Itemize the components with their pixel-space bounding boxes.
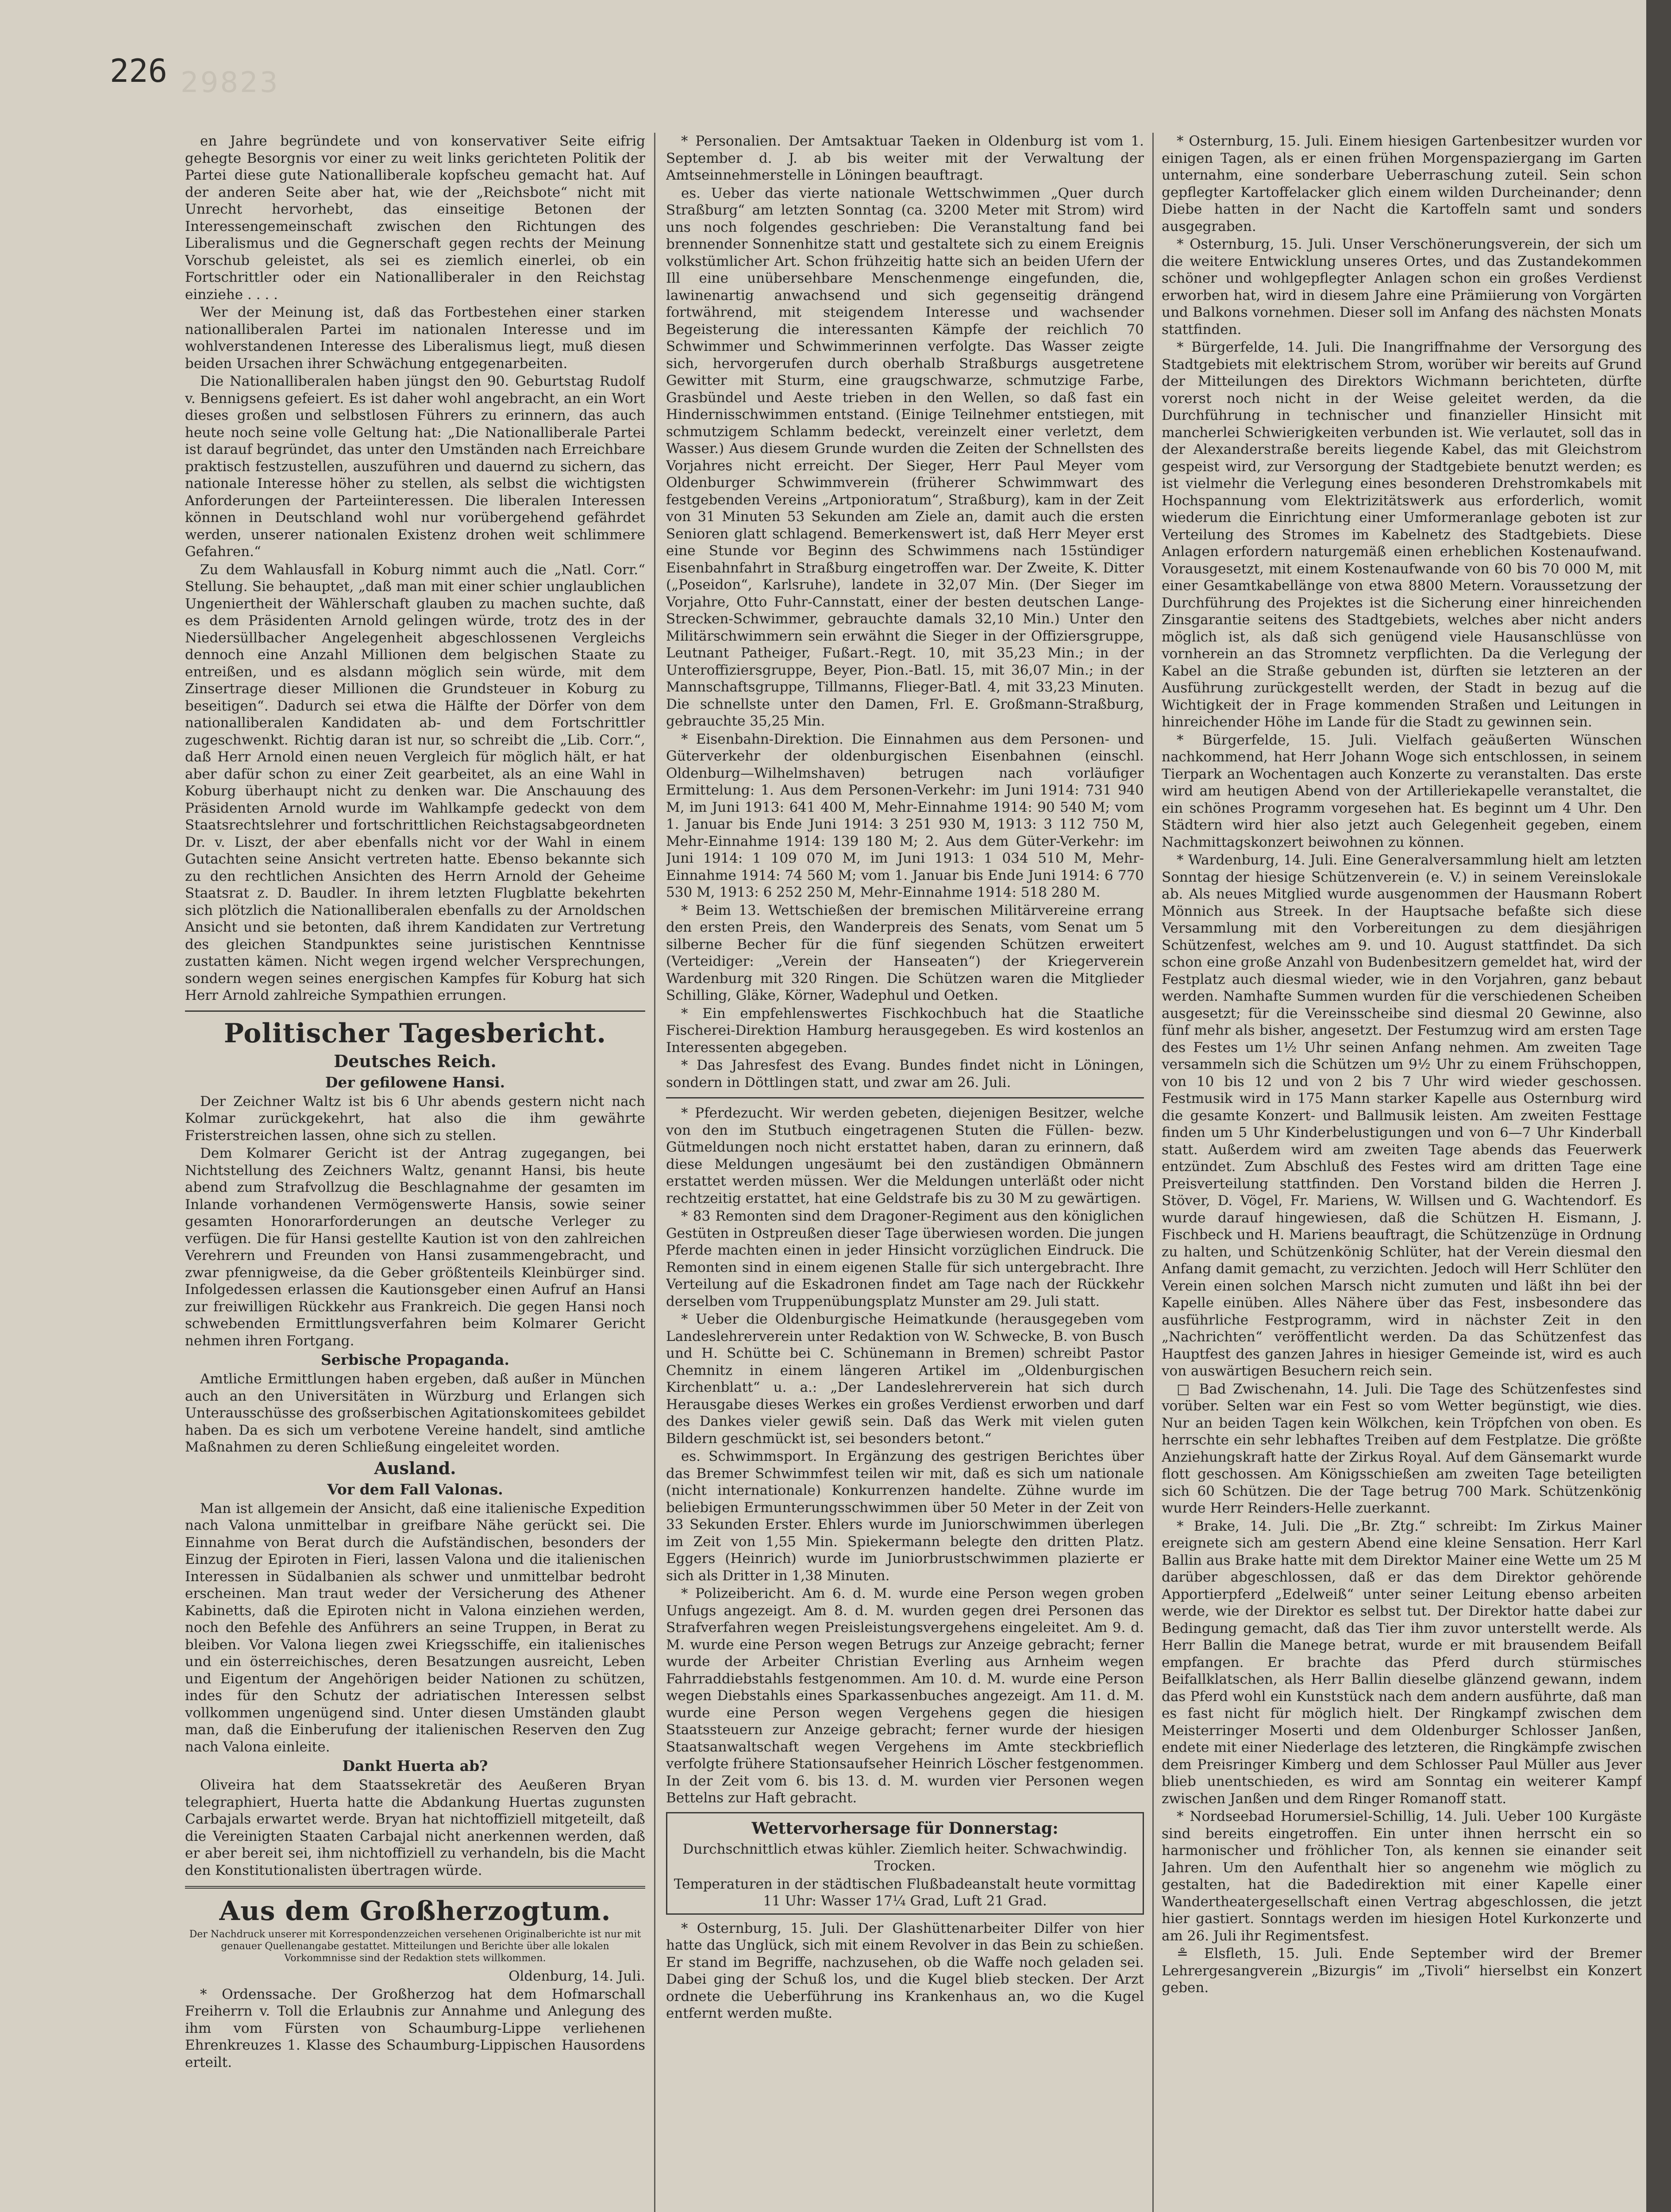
- paragraph: * Polizeibericht. Am 6. d. M. wurde eine Person wegen groben Unfugs angezeigt. Am 8. d. M. wurden gegen drei Personen das Strafverfahren wegen Preisleistungsvergehens eingeleitet. Am 9. d. M. wurde eine Person wegen Betrugs zur Anzeige gebracht; ferner wurde der Arbeiter Christian Everling aus Arnheim wegen Fahrraddiebstahls festgenommen. Am 10. d. M. wurde eine Person wegen Diebstahls eines Sparkassenbuches angezeigt. Am 11. d. M. wurde eine Person wegen Vergehens gegen die hiesigen Staatssteuern zur Anzeige gebracht; ferner wurde der hiesigen Staatsanwaltschaft wegen Vergehens im Amte steckbrieflich verfolgte frühere Stationsaufseher Heinrich Löscher festgenommen. In der Zeit vom 6. bis 13. d. M. wurden vier Personen wegen Bettelns zur Haft gebracht.: [666, 1586, 1144, 1806]
- paragraph: Wer der Meinung ist, daß das Fortbestehen einer starken nationalliberalen Partei im nationalen Interesse und im wohlverstandenen Interesse des Liberalismus liegt, muß diesen beiden Ursachen ihrer Schwächung entgegenarbeiten.: [185, 304, 645, 372]
- divider: [185, 1010, 645, 1012]
- column-1: [185, 133, 645, 2212]
- paragraph: Der Zeichner Waltz ist bis 6 Uhr abends gestern nicht nach Kolmar zurückgekehrt, hat also die ihm gewährte Fristerstreichen lassen, ohne sich zu stellen.: [185, 1093, 645, 1144]
- column-3: [1162, 133, 1642, 2212]
- paragraph: * Beim 13. Wettschießen der bremischen Militärvereine errang den ersten Preis, den Wanderpreis des Senats, vom Senat um 5 silberne Becher für die fünf siegenden Schützen erweitert (Verteidiger: „Verein der Hanseaten“) der Kriegerverein Wardenburg mit 320 Ringen. Die Schützen waren die Mitglieder Schilling, Gläke, Körner, Wadephul und Oetken.: [666, 902, 1144, 1003]
- local-news-2: [666, 1105, 1144, 1807]
- section-title-huerta: Dankt Huerta ab?: [342, 1757, 488, 1774]
- paragraph: * Eisenbahn-Direktion. Die Einnahmen aus dem Personen- und Güterverkehr der oldenburgischen Eisenbahnen (einschl. Oldenburg—Wilhelmshaven) betrugen nach vorläufiger Ermittelung: 1. Aus dem Personen-Verkehr: im Juni 1914: 731 940 M, im Juni 1913: 641 400 M, Mehr-Einnahme 1914: 90 540 M; vom 1. Januar bis Ende Juni 1914: 3 251 930 M, 1913: 3 112 750 M, Mehr-Einnahme 1914: 139 180 M; 2. Aus dem Güter-Verkehr: im Juni 1914: 1 109 070 M, im Juni 1913: 1 034 510 M, Mehr-Einnahme 1914: 74 560 M; vom 1. Januar bis Ende Juni 1914: 6 770 530 M, 1913: 6 252 250 M, Mehr-Einnahme 1914: 518 280 M.: [666, 731, 1144, 900]
- paragraph: * Osternburg, 15. Juli. Unser Verschönerungsverein, der sich um die weitere Entwicklung unseres Ortes, und das Zustandekommen schöner und wohlgepflegter Anlagen schon ein großes Verdienst erworben hat, wird in diesem Jahre eine Prämiierung von Vorgärten und Balkons vornehmen. Dieser soll im Anfang des nächsten Monats stattfinden.: [1162, 236, 1642, 338]
- paragraph: * Brake, 14. Juli. Die „Br. Ztg.“ schreibt: Im Zirkus Mainer ereignete sich am gestern Abend eine kleine Sensation. Herr Karl Ballin aus Brake hatte mit dem Direktor Mainer eine Wette um 25 M darüber abgeschlossen, daß er das dem Direktor gehörende Apportierpferd „Edelweiß“ unter seiner Leitung ebenso arbeiten werde, wie der Direktor es selbst tut. Der Direktor hatte dabei zur Bedingung gemacht, daß das Tier ihm zuvor unterstellt werde. Als Herr Ballin die Manege betrat, wurde er mit brausendem Beifall empfangen. Er brachte das Pferd durch stürmisches Beifallklatschen, als Herr Ballin dieselbe glänzend gewann, indem das Pferd wohl ein Kunststück nach dem andern ausführte, daß man es fast nicht für möglich hielt. Der Ringkampf zwischen dem Meisterringer Moserti und dem Oldenburger Schlosser Janßen, endete mit einer Niederlage des letzteren, die Ringkämpfe zwischen dem Preisringer Kimberg und dem Schlosser Paul Müller aus Jever blieb unentschieden, es wird am Sonntag ein weiterer Kampf zwischen Janßen und dem Ringer Romanoff statt.: [1162, 1518, 1642, 1807]
- weather-forecast: Durchschnittlich etwas kühler. Ziemlich heiter. Schwachwindig. Trocken.: [682, 1841, 1128, 1874]
- paragraph: * Wardenburg, 14. Juli. Eine Generalversammlung hielt am letzten Sonntag der hiesige Schützenverein (e. V.) in seinem Vereinslokale ab. Als neues Mitglied wurde ausgenommen der Hausmann Robert Mönnich aus Streek. In der Hauptsache befaßte sich diese Versammlung mit den Vorbereitungen zu dem diesjährigen Schützenfest, welches am 9. und 10. August stattfindet. Da sich schon eine große Anzahl von Budenbesitzern gemeldet hat, wird der Festplatz auch diesmal wieder, wie in den Vorjahren, ganz bebaut werden. Namhafte Summen wurden für die verschiedenen Scheiben ausgesetzt; für die Vereinsscheibe sind diesmal 20 Gewinne, also fünf mehr als bisher, angesetzt. Der Festumzug wird am ersten Tage des Festes um 1½ Uhr seinen Anfang nehmen. Am zweiten Tage versammeln sich die Schützen um 9½ Uhr zu einem Frühschoppen, von 10 bis 12 und von 2 bis 7 Uhr wird wieder geschossen. Festmusik wird in 175 Mann starker Kapelle aus Osternburg wird die gesamte Konzert- und Ballmusik leisten. Am zweiten Festtage finden um 5 Uhr Kinderbelustigungen und von 6—7 Uhr Kinderball statt. Außerdem wird am zweiten Tage abends das Feuerwerk entzündet. Zum Abschluß des Festes wird am dritten Tage eine Preisverteilung stattfinden. Den Vorstand bilden die Herren J. Stöver, D. Vögel, Fr. Mariens, W. Willsen und G. Wachtendorf. Es wurde darauf hingewiesen, daß die Schützen H. Eismann, J. Fischbeck und H. Mariens beauftragt, die Schützenzüge in Ordnung zu halten, und Schützenkönig Schlüter, hat der Verein diesmal den Anfang damit gemacht, zu verzichten. Jedoch will Herr Schlüter den Verein einen solchen Marsch nicht zumuten und läßt ihn bei der Kapelle einüben. Alles Nähere über das Fest, insbesondere das ausführliche Festprogramm, wird in nächster Zeit in den „Nachrichten“ veröffentlicht werden. Da das Schützenfest das Hauptfest des ganzen Jahres in hiesiger Gemeinde ist, wird es auch von auswärtigen Besuchern reich sein.: [1162, 852, 1642, 1379]
- article-grand-duchy: [185, 1986, 645, 2071]
- heading-political-report: Politischer Tagesbericht.: [223, 1018, 607, 1049]
- article-hansi: [185, 1093, 645, 1350]
- page-number: 226: [110, 52, 168, 89]
- paragraph: * Ordenssache. Der Großherzog hat dem Hofmarschall Freiherrn v. Toll die Erlaubnis zur Annahme und Anlegung des ihm vom Fürsten von Schaumburg-Lippe verliehenen Ehrenkreuzes 1. Klasse des Schaumburg-Lippischen Hausordens erteilt.: [185, 1986, 645, 2070]
- weather-box: [666, 1812, 1144, 1915]
- section-title-valona: Vor dem Fall Valonas.: [327, 1480, 503, 1498]
- paragraph: * Osternburg, 15. Juli. Der Glashüttenarbeiter Dilfer von hier hatte das Unglück, sich mit einem Revolver in das Bein zu schießen. Er stand im Begriffe, nachzusehen, ob die Waffe noch geladen sei. Dabei ging der Schuß los, und die Kugel blieb stecken. Der Arzt ordnete die Ueberführung ins Krankenhaus an, wo die Kugel entfernt werden mußte.: [666, 1920, 1144, 2021]
- divider: [185, 1886, 645, 1889]
- paragraph: * Bürgerfelde, 15. Juli. Vielfach geäußerten Wünschen nachkommend, hat Herr Johann Woge sich entschlossen, in seinem Tierpark an Wochentagen auch Konzerte zu veranstalten. Das erste wird am heutigen Abend von der Artilleriekapelle veranstaltet, die ein schönes Programm vorgesehen hat. Es beginnt um 4 Uhr. Den Städtern wird hier also jetzt auch Gelegenheit gegeben, einem Nachmittagskonzert beiwohnen zu können.: [1162, 732, 1642, 850]
- paragraph: * Nordseebad Horumersiel-Schillig, 14. Juli. Ueber 100 Kurgäste sind bereits eingetroffen. Ein unter ihnen herrscht ein so harmonischer und fröhlicher Ton, als kennen sie einander seit Jahren. Um den Aufenthalt hier so angenehm wie möglich zu gestalten, hat die Badedirektion mit einer Kapelle einer Wandertheatergesellschaft einen Vertrag abgeschlossen, die jetzt hier gastiert. Sonntags werden im hiesigen Hotel Kurkonzerte und am 26. Juli ihr Regimentsfest.: [1162, 1809, 1642, 1944]
- section-title-serbian: Serbische Propaganda.: [320, 1351, 510, 1368]
- heading-german-reich: Deutsches Reich.: [334, 1051, 497, 1071]
- heading-grand-duchy: Aus dem Großherzogtum.: [219, 1896, 611, 1927]
- article-intro: [185, 133, 645, 1004]
- heading-abroad: Ausland.: [374, 1458, 456, 1478]
- paragraph: Man ist allgemein der Ansicht, daß eine italienische Expedition nach Valona unmittelbar in greifbare Nähe gerückt sei. Die Einnahme von Berat durch die Aufständischen, besonders der Einzug der Epiroten in Fieri, lassen Valona und die italienischen Interessen in Südalbanien als schwer und unmittelbar bedroht erscheinen. Man traut weder der Versicherung des Athener Kabinetts, daß die Epiroten nicht in Valona einziehen werden, noch den Befehle des Anführers an seine Truppen, in Berat zu bleiben. Vor Valona liegen zwei Kriegsschiffe, ein italienisches und ein österreichisches, deren Besatzungen ausreicht, Leben und Eigentum der Angehörigen beider Nationen zu schützen, indes für den Schutz der adriatischen Interessen selbst vollkommen ungenügend sind. Unter diesen Umständen glaubt man, daß die Einberufung der italienischen Reserven den Zug nach Valona einleite.: [185, 1500, 645, 1755]
- paragraph: Zu dem Wahlausfall in Koburg nimmt auch die „Natl. Corr.“ Stellung. Sie behauptet, „daß man mit einer schier unglaublichen Ungeniertheit der Wählerschaft glauben zu machen suchte, daß es dem Präsidenten Arnold gelingen würde, trotz des in der Niedersüllbacher Angelegenheit abgeschlossenen Vergleichs dennoch eine Anzahl Millionen dem belgischen Staate zu entreißen, und es alsdann möglich sein würde, mit dem Zinsertrage dieser Millionen die Grundsteuer in Koburg zu beseitigen“. Dadurch sei etwa die Hälfte der Dörfer von dem nationalliberalen Kandidaten ab- und dem Fortschrittler zugeschwenkt. Richtig daran ist nur, so schreibt die „Lib. Corr.“, daß Herr Arnold einen neuen Vergleich für möglich hält, er hat aber dafür schon zu einer Zeit gearbeitet, als an eine Wahl in Koburg überhaupt nicht zu denken war. Die Anschauung des Präsidenten Arnold wurde im Wahlkampfe gedeckt von dem Staatsrechtslehrer und fortschrittlichen Reichstagsabgeordneten Dr. v. Liszt, der aber ebenfalls nicht vor der Wahl in einem Gutachten seine Ansicht vertreten hatte. Ebenso bekannte sich zu den rechtlichen Ansichten des Herrn Arnold der Geheime Staatsrat z. D. Baudler. In ihrem letzten Flugblatte bekehrten sich plötzlich die Nationalliberalen ebenfalls zu der Arnoldschen Ansicht und sie betonten, daß ihrem Kandidaten zur Vertretung des gleichen Standpunktes seine juristischen Kenntnisse zustatten kämen. Nicht wegen irgend welcher Versprechungen, sondern wegen seines energischen Kampfes für Koburg hat sich Herr Arnold zahlreiche Sympathien errungen.: [185, 561, 645, 1003]
- paragraph: es. Schwimmsport. In Ergänzung des gestrigen Berichtes über das Bremer Schwimmfest teilen wir mit, daß es sich um nationale (nicht internationale) Konkurrenzen handelte. Zühne wurde im beliebigen Ermunterungsschwimmen über 50 Meter in der Zeit von 33 Sekunden Erster. Ehlers wurde im Juniorschwimmen überlegen im Zeit von 1,55 Min. Spiekermann belegte den dritten Platz. Eggers (Heinrich) wurde im Juniorbrustschwimmen plazierte er sich als Dritter in 1,38 Minuten.: [666, 1448, 1144, 1584]
- water-temperature: Temperaturen in der städtischen Flußbadeanstalt heute vormittag 11 Uhr: Wasser 17¼ Grad, Luft 21 Grad.: [674, 1876, 1136, 1909]
- reprint-note: Der Nachdruck unserer mit Korrespondenzzeichen versehenen Originalberichte ist nur mit genauer Quellenangabe gestattet. Mitteilungen und Berichte über alle lokalen Vorkommnisse sind der Redaktion stets willkommen.: [189, 1929, 641, 1964]
- regional-news: [1162, 133, 1642, 1997]
- divider: [666, 1097, 1144, 1098]
- paragraph: * Personalien. Der Amtsaktuar Taeken in Oldenburg ist vom 1. September d. J. ab bis weiter mit der Verwaltung der Amtseinnehmerstelle in Löningen beauftragt.: [666, 133, 1144, 183]
- paragraph: Amtliche Ermittlungen haben ergeben, daß außer in München auch an den Universitäten in Würzburg und Erlangen sich Unterausschüsse des großserbischen Agitationskomitees gebildet haben. Da es sich um verbotene Vereine handelt, sind amtliche Maßnahmen zu deren Schließung eingeleitet worden.: [185, 1371, 645, 1455]
- paragraph: * Pferdezucht. Wir werden gebeten, diejenigen Besitzer, welche von den im Stutbuch eingetragenen Stuten die Füllen- bezw. Gütmeldungen noch nicht erstattet haben, daran zu erinnern, daß diese Meldungen ungesäumt bei den zuständigen Obmännern erstattet werden müssen. Wer die Meldungen unterläßt oder nicht rechtzeitig erstattet, hat eine Geldstrafe bis zu 30 M zu gewärtigen.: [666, 1105, 1144, 1206]
- paragraph: □ Bad Zwischenahn, 14. Juli. Die Tage des Schützenfestes sind vorüber. Selten war ein Fest so vom Wetter begünstigt, wie dies. Nur an beiden Tagen kein Wölkchen, kein Tröpfchen von oben. Es herrschte ein sehr lebhaftes Treiben auf dem Festplatze. Die größte Anziehungskraft hatte der Zirkus Royal. Auf dem Gänsemarkt wurde flott geschossen. Am Königsschießen am zweiten Tage beteiligten sich 60 Schützen. Die der Tage betrug 700 Mark. Schützenkönig wurde Herr Reinders-Helle zuerkannt.: [1162, 1381, 1642, 1516]
- local-news-3: [666, 1920, 1144, 2022]
- paragraph: Oliveira hat dem Staatssekretär des Aeußeren Bryan telegraphiert, Huerta hatte die Abdankung Huertas zugunsten Carbajals erwartet werde. Bryan hat nichtoffiziell mitgeteilt, daß die Vereinigten Staaten Carbajal nicht anerkennen werden, daß er aber bereit sei, ihm nichtoffiziell zu verhandeln, bis die Macht den Konstitutionalisten übertragen würde.: [185, 1777, 645, 1878]
- archive-stamp: 29823: [181, 66, 280, 99]
- dateline: Oldenburg, 14. Juli.: [508, 1968, 645, 1984]
- local-news-1: [666, 133, 1144, 1091]
- paragraph: * 83 Remonten sind dem Dragoner-Regiment aus den königlichen Gestüten in Ostpreußen dieser Tage überwiesen worden. Die jungen Pferde machten einen in jeder Hinsicht vorzüglichen Eindruck. Die Remonten sind in einem eigenen Stalle für sich untergebracht. Ihre Verteilung auf die Eskadronen findet am Tage nach der Rückkehr derselben vom Truppenübungsplatz Munster am 29. Juli statt.: [666, 1208, 1144, 1310]
- section-title-hansi: Der gefilowene Hansi.: [325, 1073, 505, 1091]
- page-edge: [1646, 0, 1671, 2212]
- paragraph: ≗ Elsfleth, 15. Juli. Ende September wird der Bremer Lehrergesangverein „Bizurgis“ im „Tivoli“ hierselbst ein Konzert geben.: [1162, 1946, 1642, 1996]
- column-rule: [1152, 133, 1154, 2212]
- paragraph: * Osternburg, 15. Juli. Einem hiesigen Gartenbesitzer wurden vor einigen Tagen, als er einen frühen Morgenspaziergang im Garten unternahm, eine sonderbare Ueberraschung zuteil. Sein schon gepflegter Kartoffelacker glich einem wilden Durcheinander; denn Diebe hatten in der Nacht die Kartoffeln samt und sonders ausgegraben.: [1162, 133, 1642, 234]
- column-2: [666, 133, 1144, 2212]
- paragraph: Die Nationalliberalen haben jüngst den 90. Geburtstag Rudolf v. Bennigsens gefeiert. Es ist daher wohl angebracht, an ein Wort dieses großen und selbstlosen Führers zu erinnern, das auch heute noch seine volle Geltung hat: „Die Nationalliberale Partei ist darauf begründet, das unter den Umständen nach Erreichbare praktisch festzustellen, auszuführen und dauernd zu sichern, das nationale Interesse höher zu stellen, als selbst die wichtigsten Anforderungen der Parteiinteressen. Die liberalen Interessen können in Deutschland wohl nur vorübergehend gefährdet werden, unserer nationalen Existenz drohen weit schlimmere Gefahren.“: [185, 373, 645, 560]
- paragraph: en Jahre begründete und von konservativer Seite eifrig gehegte Besorgnis vor einer zu weit links gerichteten Politik der Partei diese gute Nationalliberale kopfscheu gemacht hat. Auf der anderen Seite aber hat, wie der „Reichsbote“ nicht mit Unrecht hervorhebt, das einseitige Betonen der Interessengemeinschaft zwischen den Richtungen des Liberalismus und die Gegnerschaft gegen rechts der Meinung Vorschub geleistet, als sei es ziemlich einerlei, ob ein Fortschrittler oder ein Nationalliberaler in den Reichstag einziehe . . . .: [185, 133, 645, 303]
- paragraph: * Bürgerfelde, 14. Juli. Die Inangriffnahme der Versorgung des Stadtgebiets mit elektrischem Strom, worüber wir bereits auf Grund der Mitteilungen des Direktors Wichmann berichteten, dürfte vorerst noch nicht in der Weise geleitet werden, da die Durchführung in technischer und finanzieller Hinsicht mit mancherlei Schwierigkeiten verbunden ist. Wie verlautet, soll das in der Alexanderstraße bereits liegende Kabel, das mit Gleichstrom gespeist wird, zur Versorgung der Stadtgebiete benutzt werden; es ist vielmehr die Verlegung eines besonderen Drehstromkabels mit Hochspannung vom Elektrizitätswerk aus erforderlich, womit wiederum die Einrichtung einer Umformeranlage geboten ist zur Verteilung des Stromes im Kabelnetz des Stadtgebiets. Diese Anlagen erfordern naturgemäß einen erheblichen Kostenaufwand. Vorausgesetzt, mit einem Kostenaufwande von 60 bis 70 000 M, mit einer Gesamtkabellänge von etwa 8800 Metern. Voraussetzung der Durchführung des Projektes ist die Sicherung einer hinreichenden Zinsgarantie seitens des Stadtgebiets, welches aber nicht anders möglich ist, als daß sich genügend viele Hausanschlüsse von vornherein an das Stromnetz verpflichten. Da die Verlegung der Kabel an die Straße gebunden ist, dürften sie letzteren an der Ausführung zurückgestellt werden, der Stadt in bezug auf die Wichtigkeit der in Frage kommenden Straßen und Leitungen in hinreichender Höhe im Lande für die Stadt zu gewinnen sein.: [1162, 339, 1642, 730]
- article-valona: [185, 1500, 645, 1756]
- paragraph: * Das Jahresfest des Evang. Bundes findet nicht in Löningen, sondern in Döttlingen statt, und zwar am 26. Juli.: [666, 1057, 1144, 1091]
- article-serbian: [185, 1371, 645, 1456]
- paragraph: es. Ueber das vierte nationale Wettschwimmen „Quer durch Straßburg“ am letzten Sonntag (ca. 3200 Meter mit Strom) wird uns noch folgendes geschrieben: Die Veranstaltung fand bei brennender Sonnenhitze statt und gestaltete sich zu einem Ereignis volkstümlicher Art. Schon frühzeitig hatte sich an beiden Ufern der Ill eine unübersehbare Menschenmenge eingefunden, die, lawinenartig anwachsend und sich gegenseitig drängend fortwährend, mit steigendem Interesse und wachsender Begeisterung die interessanten Kämpfe der reichlich 70 Schwimmer und Schwimmerinnen verfolgte. Das Wasser zeigte sich, hervorgerufen durch oberhalb Straßburgs ausgetretene Gewitter mit Sturm, eine graugschwarze, schmutzige Farbe, Grasbündel und Aeste trieben in den Wellen, so daß fast ein Hindernisschwimmen entstand. (Einige Teilnehmer entstiegen, mit schmutzigem Schlamm bedeckt, vereinzelt einer verletzt, dem Wasser.) Aus diesem Grunde wurden die Zeiten der Schnellsten des Vorjahres nicht erreicht. Der Sieger, Herr Paul Meyer vom Oldenburger Schwimmverein (früherer Schwimmwart des festgebenden Vereins „Artponioratum“, Straßburg), kam in der Zeit von 31 Minuten 53 Sekunden am Ziele an, damit auch die ersten Senioren glatt schlagend. Bemerkenswert ist, daß Herr Meyer erst eine Stunde vor Beginn des Schwimmens nach 15stündiger Eisenbahnfahrt in Straßburg eingetroffen war. Der Zweite, K. Ditter („Poseidon“, Karlsruhe), landete in 32,07 Min. (Der Sieger im Vorjahre, Otto Fuhr-Cannstatt, einer der besten deutschen Lange-Strecken-Schwimmer, gebrauchte damals 32,10 Min.) Unter den Militärschwimmern sein erwähnt die Sieger in der Offiziersgruppe, Leutnant Patheiger, Fußart.-Regt. 10, mit 35,23 Min.; in der Unteroffiziersgruppe, Beyer, Pion.-Batl. 15, mit 36,07 Min.; in der Mannschaftsgruppe, Tillmanns, Flieger-Batl. 4, mit 33,23 Minuten. Die schnellste unter den Damen, Frl. E. Großmann-Straßburg, gebrauchte 35,25 Min.: [666, 185, 1144, 729]
- article-huerta: [185, 1777, 645, 1879]
- weather-title: Wettervorhersage für Donnerstag:: [751, 1819, 1059, 1838]
- paragraph: * Ueber die Oldenburgische Heimatkunde (herausgegeben vom Landeslehrerverein unter Redaktion von W. Schwecke, B. von Busch und H. Schütte bei C. Schünemann in Bremen) schreibt Pastor Chemnitz in einem längeren Artikel im „Oldenburgischen Kirchenblatt“ u. a.: „Der Landeslehrerverein hat sich durch Herausgabe dieses Werkes ein großes Verdienst erworben und darf des Dankes vieler gewiß sein. Daß das Werk mit vielen guten Bildern geschmückt ist, sei besonders betont.“: [666, 1311, 1144, 1447]
- column-rule: [654, 133, 655, 2212]
- paragraph: Dem Kolmarer Gericht ist der Antrag zugegangen, bei Nichtstellung des Zeichners Waltz, genannt Hansi, bis heute abend zum Strafvollzug die Beschlagnahme der gesamten im Inlande vorhandenen Vermögenswerte Hansis, sowie seiner gesamten Honorarforderungen an deutsche Verleger zu verfügen. Die für Hansi gestellte Kaution ist von den zahlreichen Verehrern und Freunden von Hansi zusammengebracht, und zwar pfennigweise, da die Geber größtenteils Kleinbürger sind. Infolgedessen erlassen die Kautionsgeber einen Aufruf an Hansi zur freiwilligen Rückkehr aus Frankreich. Die gegen Hansi noch schwebenden Ermittlungsverfahren beim Kolmarer Gericht nehmen ihren Fortgang.: [185, 1145, 645, 1349]
- paragraph: * Ein empfehlenswertes Fischkochbuch hat die Staatliche Fischerei-Direktion Hamburg herausgegeben. Es wird kostenlos an Interessenten abgegeben.: [666, 1005, 1144, 1056]
